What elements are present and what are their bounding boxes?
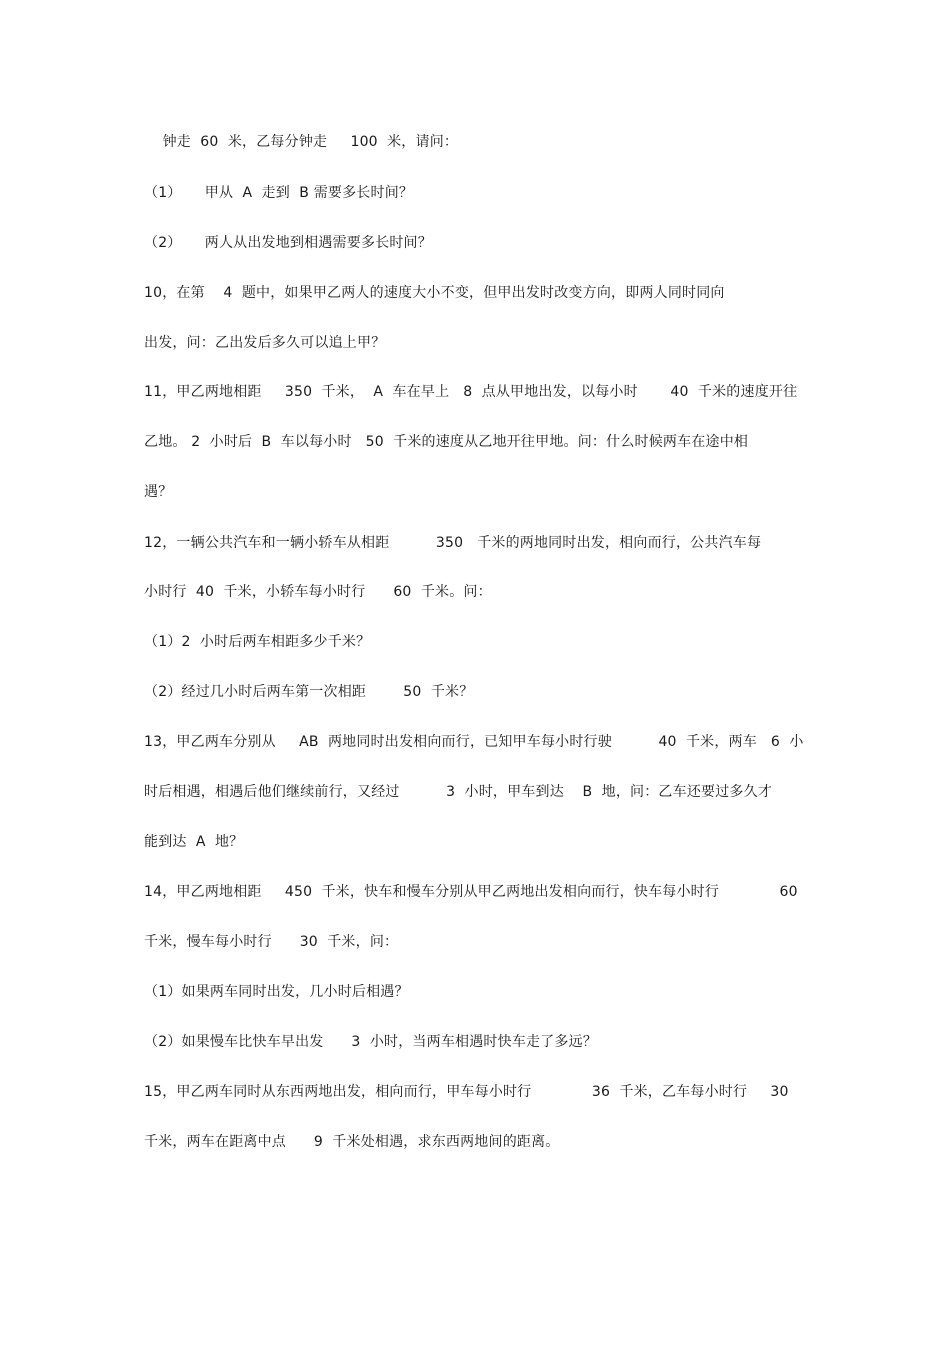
text-line: （2） 两人从出发地到相遇需要多长时间？	[144, 235, 432, 251]
text-line: 千米，两车在距离中点 9 千米处相遇，求东西两地间的距离。	[144, 1134, 560, 1150]
text-line: （1）如果两车同时出发，几小时后相遇？	[144, 984, 409, 1000]
text-line: 能到达 A 地？	[144, 834, 244, 850]
text-line: 小时行 40 千米，小轿车每小时行 60 千米。问：	[144, 584, 492, 600]
text-line: 13，甲乙两车分别从 AB 两地同时出发相向而行，已知甲车每小时行驶 40 千米，两车 6 小	[144, 734, 804, 750]
text-line: 时后相遇，相遇后他们继续前行，又经过 3 小时，甲车到达 B 地，问：乙车还要过多久才	[144, 784, 773, 800]
text-line: 14，甲乙两地相距 450 千米，快车和慢车分别从甲乙两地出发相向而行，快车每小时行 60	[144, 884, 798, 900]
text-line: 15，甲乙两车同时从东西两地出发，相向而行，甲车每小时行 36 千米，乙车每小时行 30	[144, 1084, 789, 1100]
text-line: （1） 甲从 A 走到 B 需要多长时间？	[144, 185, 414, 201]
text-line: 千米，慢车每小时行 30 千米，问：	[144, 934, 399, 950]
text-line: 钟走 60 米，乙每分钟走 100 米，请问：	[144, 134, 459, 150]
text-line: 12，一辆公共汽车和一辆小轿车从相距 350 千米的两地同时出发，相向而行，公共汽车每	[144, 535, 762, 551]
text-line: 遇？	[144, 484, 173, 500]
text-line: （2）经过几小时后两车第一次相距 50 千米？	[144, 684, 474, 700]
text-line: 乙地。 2 小时后 B 车以每小时 50 千米的速度从乙地开往甲地。问：什么时候两车在途中相	[144, 434, 749, 450]
text-line: （1）2 小时后两车相距多少千米？	[144, 634, 371, 650]
text-line: 出发，问：乙出发后多久可以追上甲？	[144, 335, 386, 351]
text-line: 10，在第 4 题中，如果甲乙两人的速度大小不变，但甲出发时改变方向，即两人同时同向	[144, 285, 725, 301]
text-line: 11，甲乙两地相距 350 千米， A 车在早上 8 点从甲地出发，以每小时 40 千米的速度开往	[144, 384, 798, 400]
text-line: （2）如果慢车比快车早出发 3 小时，当两车相遇时快车走了多远？	[144, 1034, 598, 1050]
